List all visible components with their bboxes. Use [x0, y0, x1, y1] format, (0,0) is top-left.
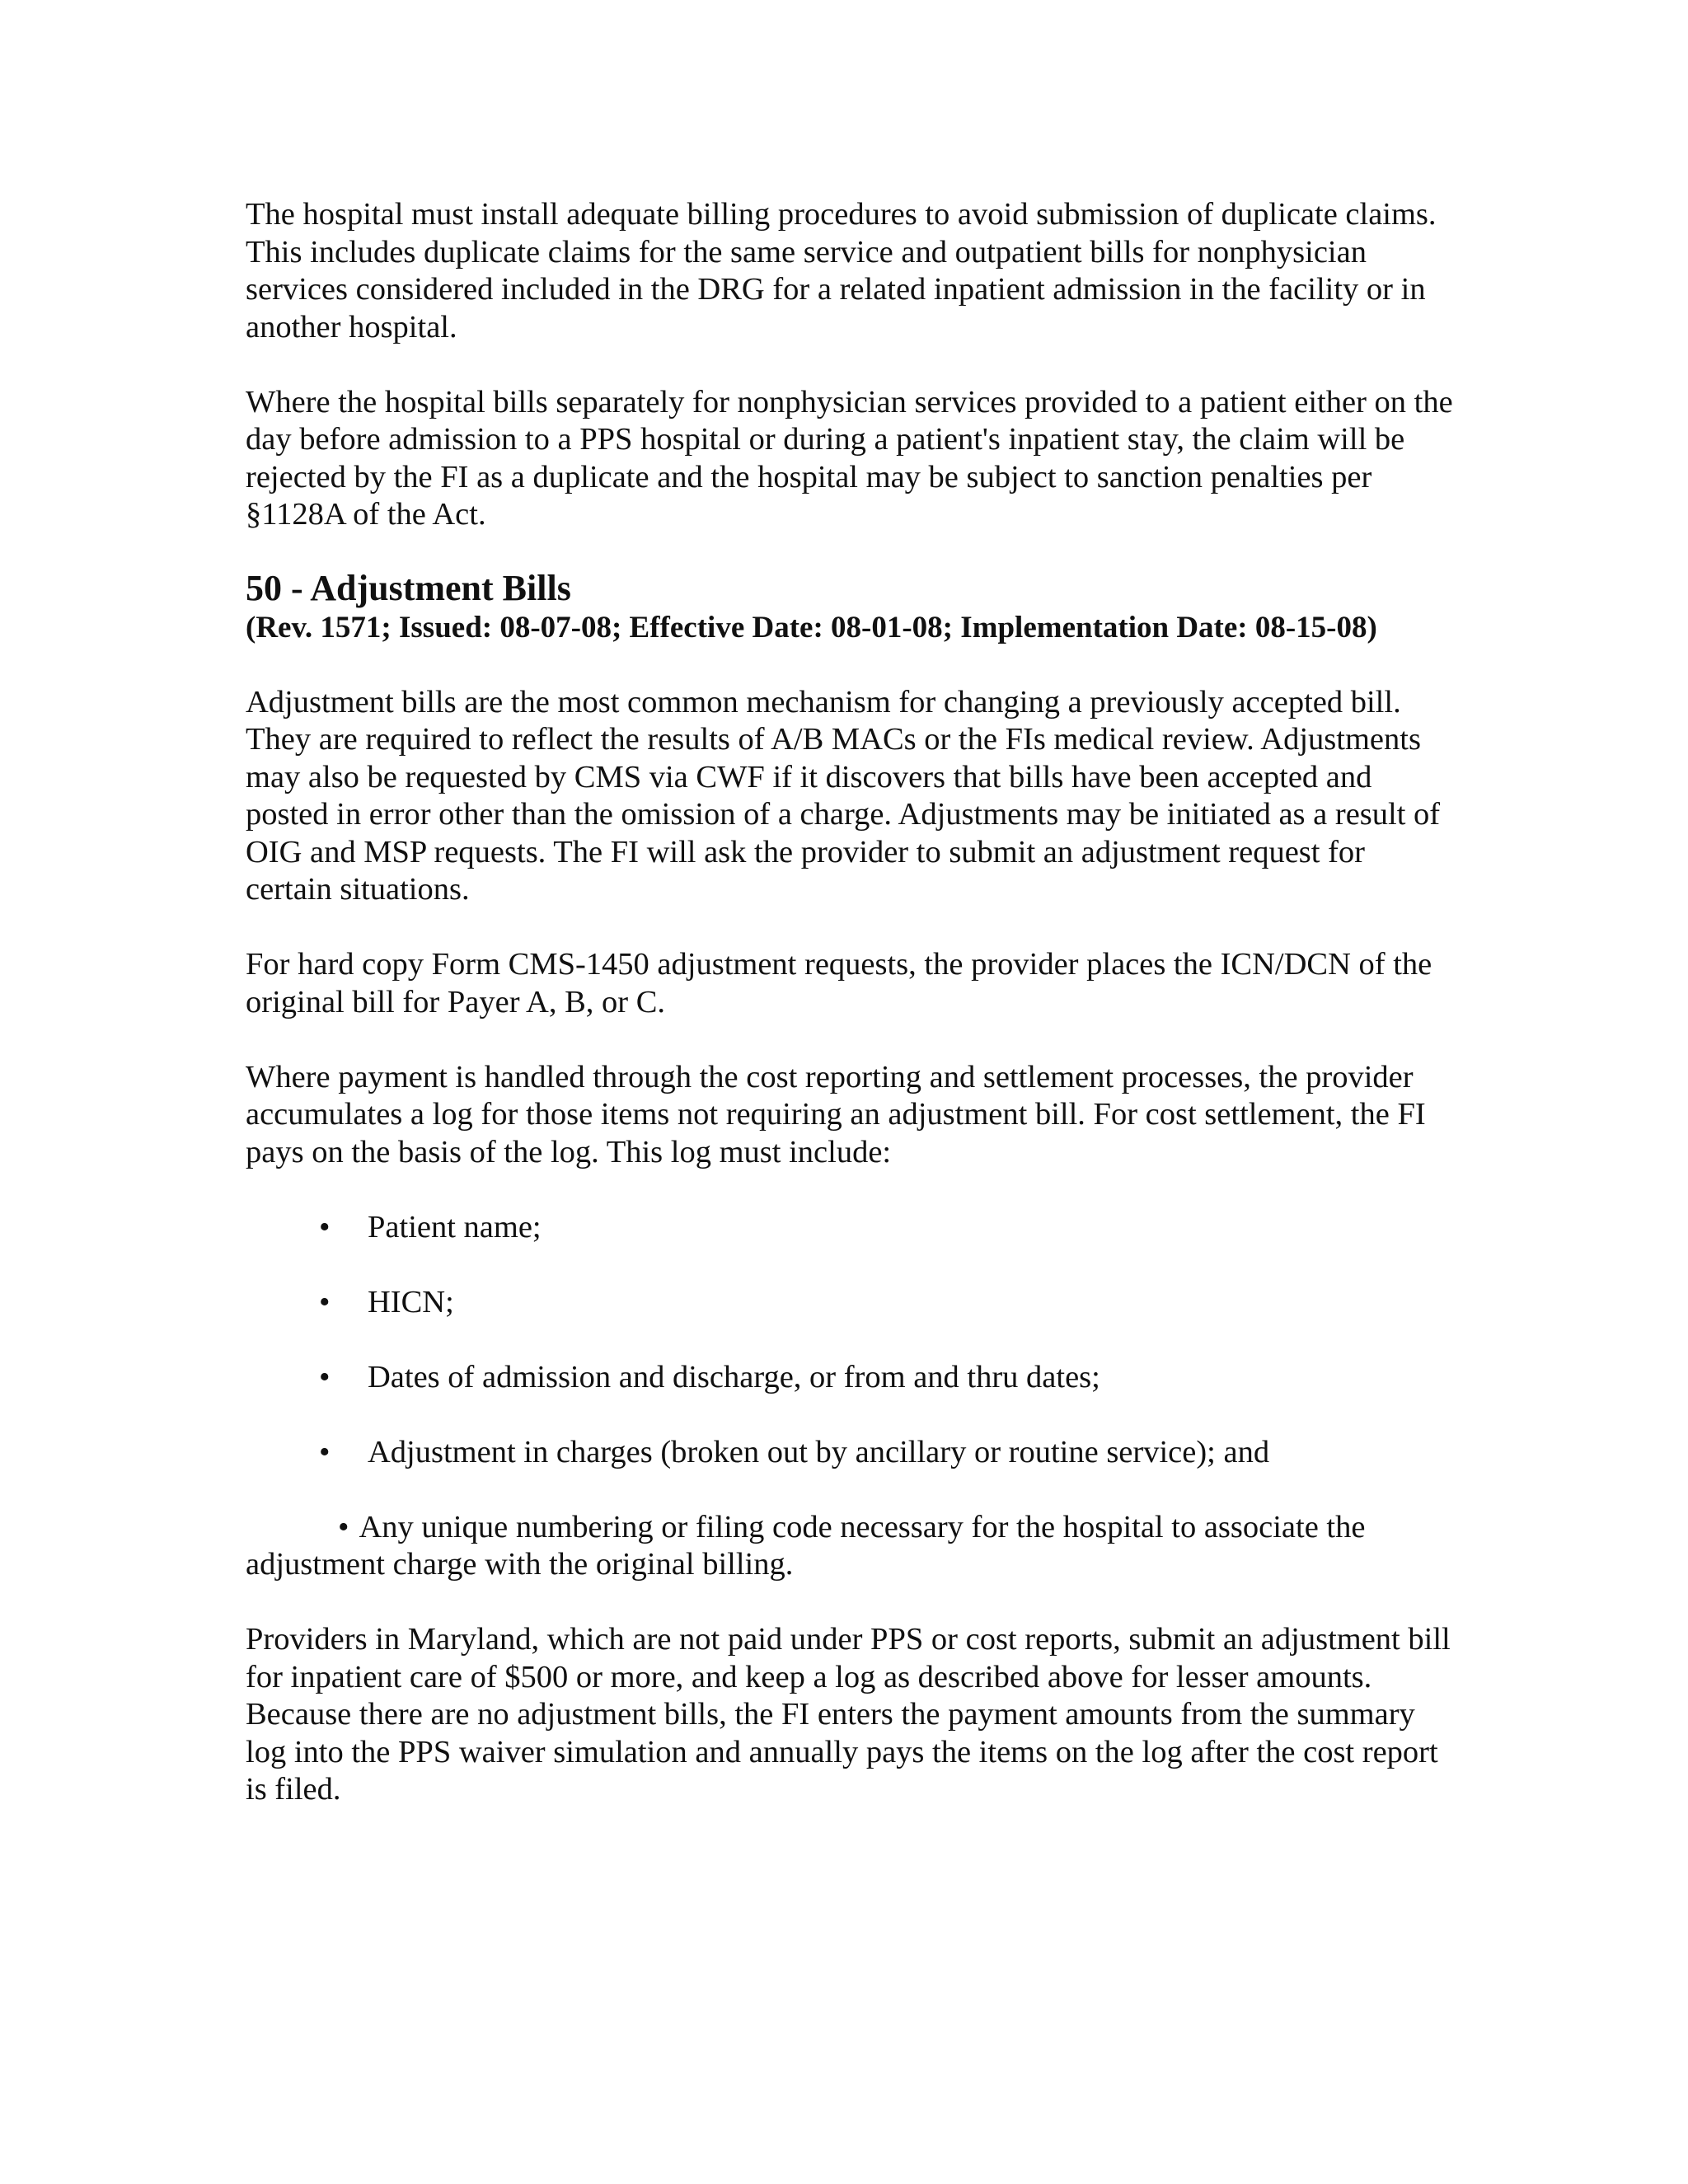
- section-heading: 50 - Adjustment Bills: [246, 567, 571, 608]
- list-item: • Dates of admission and discharge, or from and thru dates;: [246, 1359, 1457, 1397]
- document-page: [246, 196, 1457, 1809]
- log-requirements-list: [246, 1209, 1457, 1472]
- bullet-icon: •: [319, 1359, 331, 1394]
- paragraph-adjustment-bills: Adjustment bills are the most common mechanism for changing a previously accepted bill. They are required to reflect the results of A/B MACs or the FIs medical review. Adjustments may also be requested by CMS via CWF if it discovers that bills have been accepted and posted in error other than the omission of a charge. Adjustments may be initiated as a result of OIG and MSP requests. The FI will ask the provider to submit an adjustment request for certain situations.: [246, 684, 1441, 907]
- intro-paragraph-nonphysician-services: Where the hospital bills separately for nonphysician services provided to a patient either on the day before admission to a PPS hospital or during a patient's inpatient stay, the claim will be rejected by the FI as a duplicate and the hospital may be subject to sanction penalties per §1128A of the Act.: [246, 384, 1453, 532]
- list-item: • Patient name;: [246, 1209, 1457, 1247]
- bullet-icon: •: [319, 1434, 331, 1469]
- paragraph-cost-settlement-log: Where payment is handled through the cost reporting and settlement processes, the provider accumulates a log for those items not requiring an adjustment bill. For cost settlement, the FI pays on the basis of the log. This log must include:: [246, 1059, 1426, 1169]
- bullet-icon: •: [319, 1284, 331, 1319]
- bullet-icon: •: [338, 1509, 349, 1544]
- list-item: • HICN;: [246, 1284, 1457, 1322]
- paragraph-hard-copy-form: For hard copy Form CMS-1450 adjustment requests, the provider places the ICN/DCN of the original bill for Payer A, B, or C.: [246, 947, 1432, 1019]
- intro-paragraph-duplicate-claims: The hospital must install adequate billing procedures to avoid submission of duplicate claims. This includes duplicate claims for the same service and outpatient bills for nonphysician services considered included in the DRG for a related inpatient admission in the facility or in another hospital.: [246, 197, 1437, 344]
- list-item-unique-numbering: • Any unique numbering or filing code necessary for the hospital to associate the adjustment charge with the original billing.: [246, 1509, 1366, 1582]
- bullet-icon: •: [319, 1209, 331, 1244]
- list-item: • Adjustment in charges (broken out by ancillary or routine service); and: [246, 1434, 1457, 1472]
- revision-note: (Rev. 1571; Issued: 08-07-08; Effective Date: 08-01-08; Implementation Date: 08-15-08): [246, 610, 1377, 644]
- paragraph-maryland-providers: Providers in Maryland, which are not paid under PPS or cost reports, submit an adjustment bill for inpatient care of $500 or more, and keep a log as described above for lesser amounts. Because there are no adjustment bills, the FI enters the payment amounts from the summary log into the PPS waiver simulation and annually pays the items on the log after the cost report is filed.: [246, 1622, 1451, 1807]
